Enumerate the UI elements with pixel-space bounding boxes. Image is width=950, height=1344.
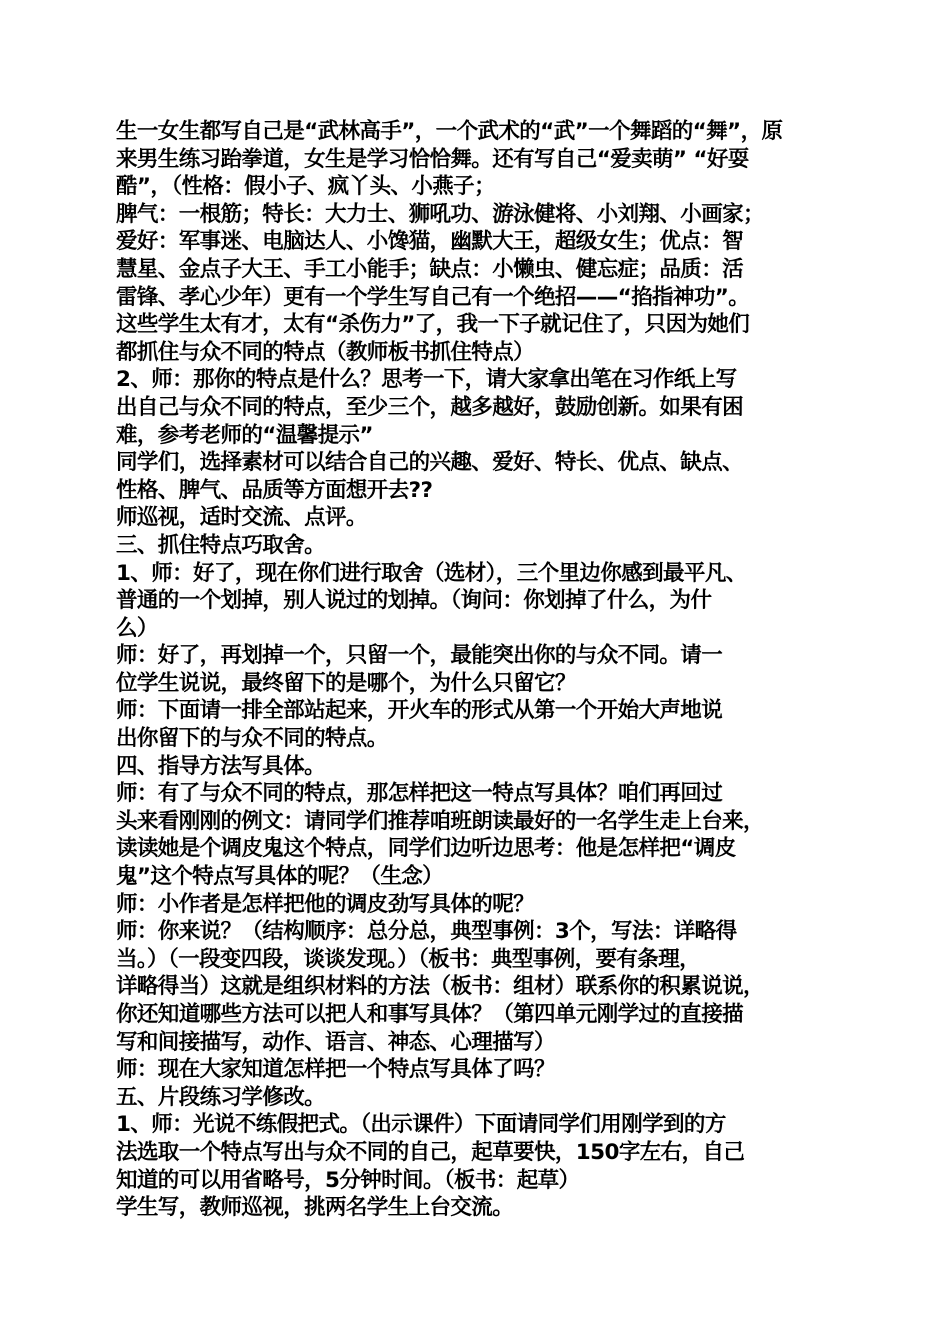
text-line: 详略得当）这就是组织材料的方法（板书：组材）联系你的积累说说， xyxy=(116,974,764,1000)
text-line: 慧星、金点子大王、手工小能手；缺点：小懒虫、健忘症；品质：活 xyxy=(116,256,744,282)
text-line: 知道的可以用省略号，5分钟时间。（板书：起草） xyxy=(116,1167,580,1193)
text-line: 出自己与众不同的特点，至少三个，越多越好，鼓励创新。如果有困 xyxy=(116,394,744,420)
text-line: 么） xyxy=(116,615,158,641)
text-line: 1、师：光说不练假把式。（出示课件）下面请同学们用刚学到的方 xyxy=(116,1112,726,1138)
text-line: 难，参考老师的“温馨提示” xyxy=(116,422,373,448)
text-line: 普通的一个划掉，别人说过的划掉。（询问：你划掉了什么，为什 xyxy=(116,588,712,614)
text-line: 学生写，教师巡视，挑两名学生上台交流。 xyxy=(116,1195,514,1221)
text-line: 爱好：军事迷、电脑达人、小馋猫，幽默大王，超级女生；优点：智 xyxy=(116,229,744,255)
text-line: 师巡视，适时交流、点评。 xyxy=(116,505,367,531)
text-line: 出你留下的与众不同的特点。 xyxy=(116,726,388,752)
text-line: 头来看刚刚的例文：请同学们推荐咱班朗读最好的一名学生走上台来， xyxy=(116,808,764,834)
text-line: 都抓住与众不同的特点（教师板书抓住特点） xyxy=(116,339,535,365)
text-line: 师：小作者是怎样把他的调皮劲写具体的呢？ xyxy=(116,891,535,917)
text-line: 师：下面请一排全部站起来，开火车的形式从第一个开始大声地说 xyxy=(116,698,723,724)
text-line: 你还知道哪些方法可以把人和事写具体？（第四单元刚学过的直接描 xyxy=(116,1002,744,1027)
text-line: 五、片段练习学修改。 xyxy=(116,1084,326,1110)
text-line: 当。）（一段变四段，谈谈发现。）（板书：典型事例，要有条理， xyxy=(116,946,701,972)
text-line: 这些学生太有才，太有“杀伤力”了，我一下子就记住了，只因为她们 xyxy=(116,312,750,338)
text-line: 1、师：好了，现在你们进行取舍（选材），三个里边你感到最平凡、 xyxy=(116,560,747,586)
text-line: 酷”，（性格：假小子、疯丫头、小燕子； xyxy=(116,174,495,200)
text-line: 2、师：那你的特点是什么？思考一下，请大家拿出笔在习作纸上写 xyxy=(116,367,737,393)
text-line: 三、抓住特点巧取舍。 xyxy=(116,532,326,558)
text-line: 来男生练习跆拳道，女生是学习恰恰舞。还有写自己“爱卖萌” “好耍 xyxy=(116,146,749,172)
text-line: 师：有了与众不同的特点，那怎样把这一特点写具体？咱们再回过 xyxy=(116,781,723,807)
text-line: 四、指导方法写具体。 xyxy=(116,753,326,779)
text-line: 鬼”这个特点写具体的呢？（生念） xyxy=(116,864,444,890)
text-line: 性格、脾气、品质等方面想开去?? xyxy=(116,477,433,503)
text-line: 师：你来说？（结构顺序：总分总，典型事例：3个，写法：详略得 xyxy=(116,919,737,945)
text-line: 同学们，选择素材可以结合自己的兴趣、爱好、特长、优点、缺点、 xyxy=(116,450,744,476)
text-line: 雷锋、孝心少年）更有一个学生写自己有一个绝招——“掐指神功”。 xyxy=(116,284,750,310)
text-line: 读读她是个调皮鬼这个特点，同学们边听边思考：他是怎样把“调皮 xyxy=(116,836,736,862)
text-line: 生一女生都写自己是“武林高手”，一个武术的“武”一个舞蹈的“舞”，原 xyxy=(116,119,783,144)
text-line: 脾气：一根筋；特长：大力士、狮吼功、游泳健将、小刘翔、小画家； xyxy=(116,201,764,227)
text-line: 位学生说说，最终留下的是哪个，为什么只留它？ xyxy=(116,670,576,696)
text-line: 写和间接描写，动作、语言、神态、心理描写） xyxy=(116,1029,555,1055)
text-line: 法选取一个特点写出与众不同的自己，起草要快，150字左右，自己 xyxy=(116,1139,745,1165)
document-body xyxy=(116,118,846,1222)
text-line: 师：好了，再划掉一个，只留一个，最能突出你的与众不同。请一 xyxy=(116,643,723,669)
text-line: 师：现在大家知道怎样把一个特点写具体了吗？ xyxy=(116,1057,555,1083)
